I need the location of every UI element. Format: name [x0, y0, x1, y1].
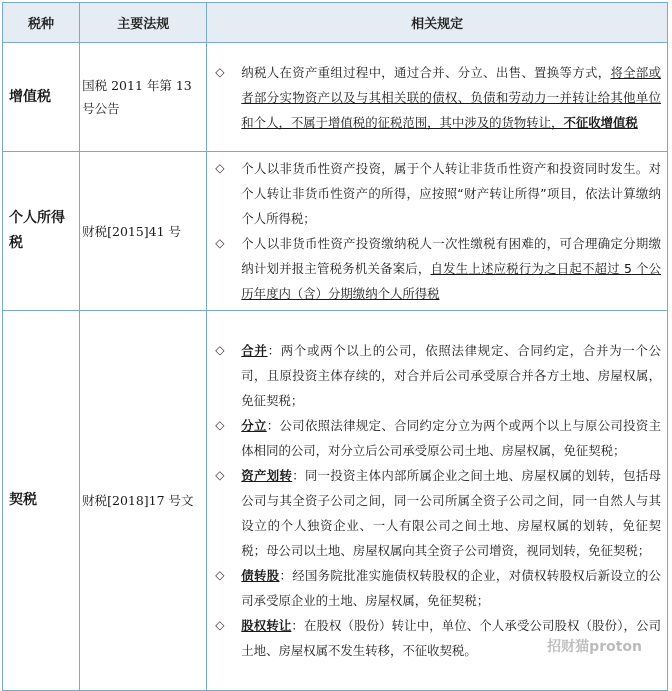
diamond-bullet-icon: ◇ [215, 338, 241, 363]
provision-text: ：同一投资主体内部所属企业之间土地、房屋权属的划转，包括母公司与其全资子公司之间，同一公司所属全资子公司之间，同一自然人与其设立的个人独资企业、一人有限公司之间土地、房屋权属的划转，免征契税；母公司以土地、房屋权属向其全资子公司增资，视同划转，免征契税； [241, 468, 661, 558]
table-header-row [3, 3, 668, 43]
provision-label: 分立 [241, 418, 266, 433]
diamond-bullet-icon: ◇ [215, 413, 241, 438]
regulation-cell: 国税 2011 年第 13 号公告 [80, 43, 207, 152]
diamond-bullet-icon: ◇ [215, 60, 241, 85]
regulation-cell: 财税[2018]17 号文 [80, 311, 207, 691]
provision-item-debt-to-equity [215, 563, 661, 613]
tax-type-cell: 增值税 [3, 43, 80, 152]
tax-regulation-table [2, 2, 668, 691]
provisions-cell [207, 152, 668, 311]
provision-bold-conclusion: 不征收增值税 [563, 115, 637, 130]
provision-label: 股权转让 [241, 618, 291, 633]
header-main-regulation: 主要法规 [80, 3, 207, 43]
provision-text: ：经国务院批准实施债权转股权的企业，对债权转股权后新设立的公司承受原企业的土地、房屋权属，免征契税； [241, 568, 661, 608]
provision-item-asset-transfer [215, 463, 661, 563]
provision-underlined-text: 自发生上述应税行为之日起不超过 5 个公历年度内（含）分期缴纳个人所得税 [241, 261, 661, 301]
regulation-cell: 财税[2015]41 号 [80, 152, 207, 311]
diamond-bullet-icon: ◇ [215, 563, 241, 588]
provisions-cell [207, 43, 668, 152]
provision-label: 合并 [241, 343, 267, 358]
provision-item [215, 231, 661, 306]
provision-text: 个人以非货币性资产投资缴纳税人一次性缴税有困难的，可合理确定分期缴纳计划并报主管税务机关备案后， [241, 236, 661, 276]
provision-text: 纳税人在资产重组过程中，通过合并、分立、出售、置换等方式， [241, 65, 610, 80]
provision-text: ：两个或两个以上的公司，依照法律规定、合同约定，合并为一个公司，且原投资主体存续的，对合并后公司承受原合并各方土地、房屋权属，免征契税； [241, 343, 661, 408]
provision-label: 债转股 [241, 568, 279, 583]
header-related-provisions: 相关规定 [207, 3, 668, 43]
provision-label: 资产划转 [241, 468, 292, 483]
watermark: 招财猫proton [547, 636, 642, 656]
provision-item-merger [215, 338, 661, 413]
tax-type-cell: 个人所得税 [3, 152, 80, 311]
diamond-bullet-icon: ◇ [215, 231, 241, 256]
provisions-cell [207, 311, 668, 691]
provision-text: 个人以非货币性资产投资，属于个人转让非货币性资产和投资同时发生。对个人转让非货币性资产的所得，应按照“财产转让所得”项目，依法计算缴纳个人所得税； [241, 156, 661, 231]
table-row-vat [3, 43, 668, 152]
diamond-bullet-icon: ◇ [215, 463, 241, 488]
provision-underlined-text: 将全部或者部分实物资产以及与其相关联的债权、负债和劳动力一并转让给其他单位和个人，不属于增值税的征税范围，其中涉及的货物转让， [241, 65, 661, 130]
tax-type-cell: 契税 [3, 311, 80, 691]
diamond-bullet-icon: ◇ [215, 613, 241, 638]
header-tax-type: 税种 [3, 3, 80, 43]
provision-item [215, 60, 661, 135]
provision-item-division [215, 413, 661, 463]
diamond-bullet-icon: ◇ [215, 156, 241, 181]
table-row-individual-income-tax [3, 152, 668, 311]
provision-text: ：公司依照法律规定、合同约定分立为两个或两个以上与原公司投资主体相同的公司，对分立后公司承受原公司土地、房屋权属，免征契税； [241, 418, 661, 458]
provision-item [215, 156, 661, 231]
table-row-deed-tax [3, 311, 668, 691]
provision-text: ：在股权（股份）转让中，单位、个人承受公司股权（股份），公司土地、房屋权属不发生转移，不征收契税。 [241, 618, 661, 658]
